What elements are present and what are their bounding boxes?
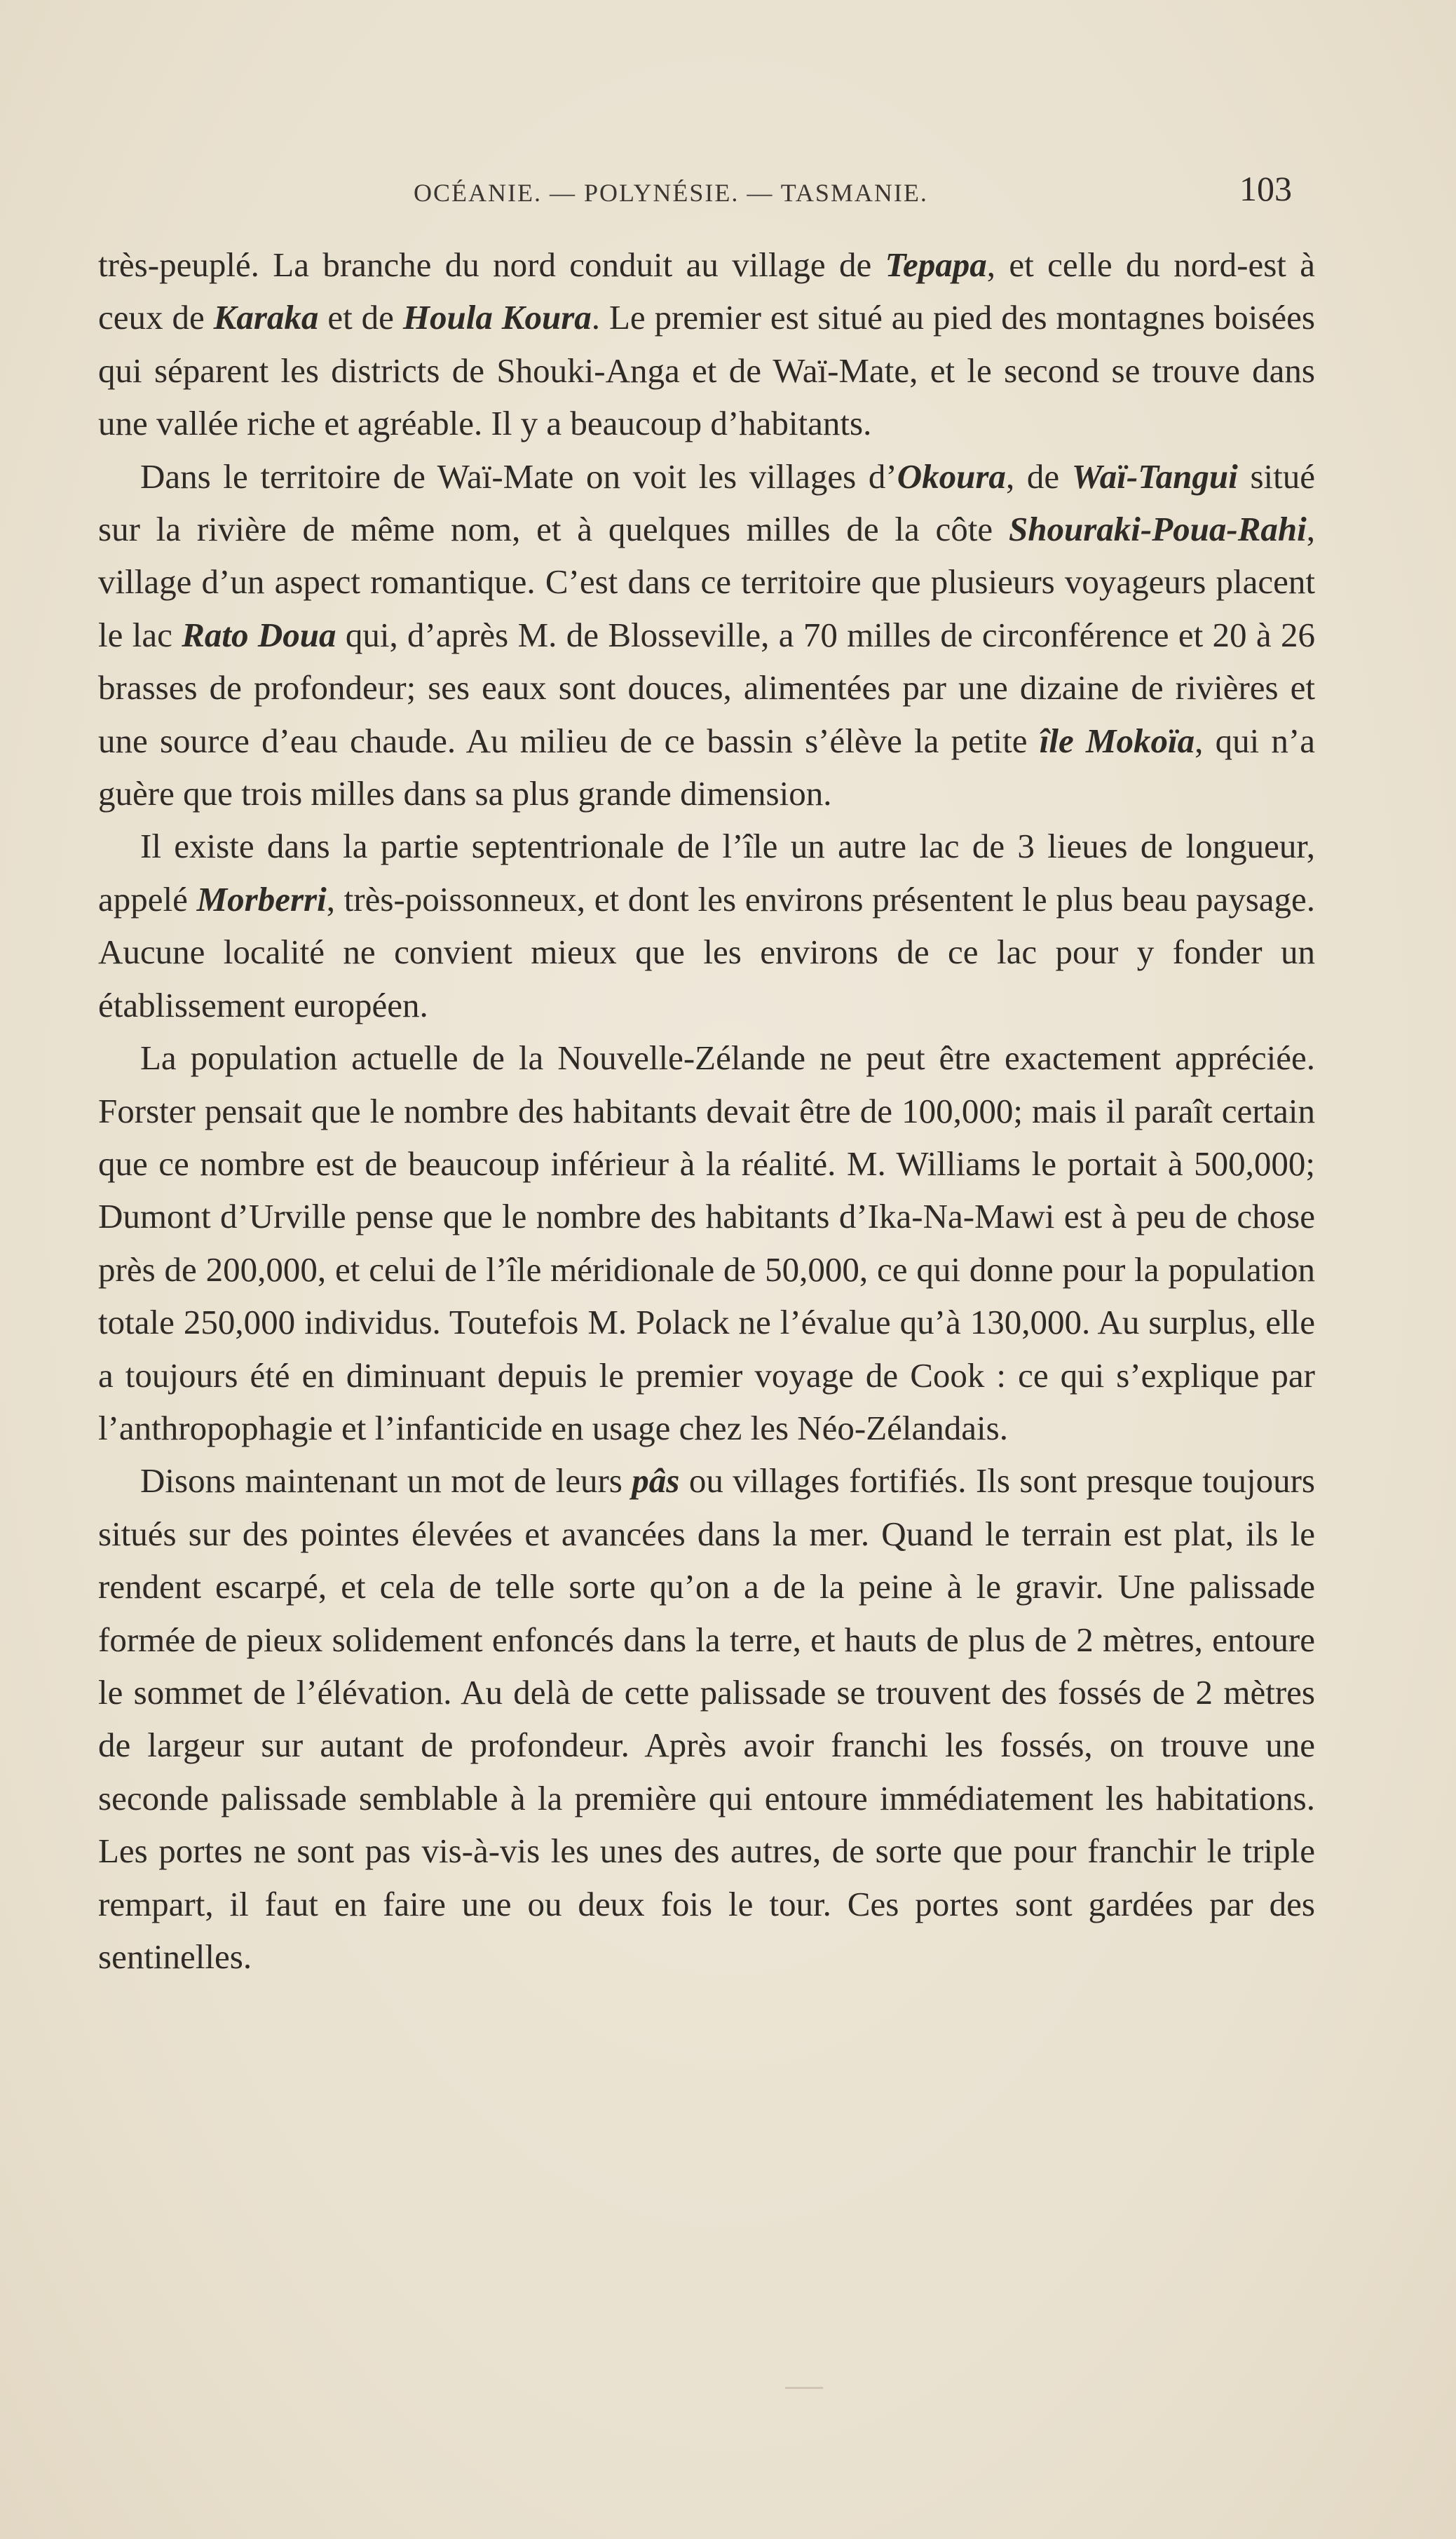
italic-place-name: Tepapa — [885, 245, 987, 284]
italic-place-name: Okoura — [897, 456, 1006, 496]
text-span: situé sur la rivière de même nom, et à quelques milles de la côte — [98, 456, 1316, 549]
italic-place-name: Rato Doua — [182, 615, 336, 654]
text-span: Dans le territoire de Waï-Mate on voit les villages d’ — [140, 456, 897, 496]
page-smudge — [785, 2387, 823, 2389]
text-body — [98, 238, 1315, 1983]
paragraph-4 — [98, 1031, 1315, 1454]
italic-place-name: Shouraki-Poua-Rahi — [1008, 510, 1307, 549]
italic-place-name: Karaka — [213, 298, 319, 337]
paragraph-2 — [98, 450, 1315, 820]
text-span: Disons maintenant un mot de leurs — [140, 1461, 632, 1501]
page-header — [0, 168, 1456, 224]
text-span: et de — [318, 298, 403, 337]
italic-term: pâs — [632, 1461, 680, 1501]
italic-place-name: Houla Koura — [402, 298, 592, 337]
text-span: La population actuelle de la Nouvelle-Zélande ne peut être exactement appréciée. Forster pensait que le nombre des habitants devait être de 100,000; mais il paraît certain que ce nombre est de beaucoup inférieur à la réalité. M. Williams le portait à 500,000; Dumont d’Urville pense que le nombre des habitants d’Ika-Na-Mawi est à peu de chose près de 200,000, et celui de l’île méridionale de 50,000, ce qui donne pour la population totale 250,000 individus. Toutefois M. Polack ne l’évalue qu’à 130,000. Au surplus, elle a toujours été en diminuant depuis le premier voyage de Cook : ce qui s’explique par l’anthropophagie et l’infanticide en usage chez les Néo-Zélandais. — [98, 1038, 1315, 1447]
paragraph-5 — [98, 1454, 1315, 1983]
paragraph-1 — [98, 238, 1315, 450]
text-span: très-peuplé. La branche du nord conduit au village de — [98, 245, 885, 284]
text-span: Il existe dans la partie septentrionale de l’île un autre lac de 3 lieues de longueur, appelé — [98, 827, 1315, 919]
italic-place-name: Morberri — [196, 879, 327, 919]
italic-place-name: île Mokoïa — [1039, 721, 1195, 760]
text-span: , village d’un aspect romantique. C’est dans ce territoire que plusieurs voyageurs placent le lac — [98, 510, 1315, 654]
text-span: , très-poissonneux, et dont les environs présentent le plus beau paysage. Aucune localité ne convient mieux que les environs de ce lac pour y fonder un établissement européen. — [98, 879, 1316, 1024]
page-number: 103 — [1239, 169, 1292, 208]
text-span: ou villages fortifiés. Ils sont presque toujours situés sur des pointes élevées et avancées dans la mer. Quand le terrain est plat, ils le rendent escarpé, et cela de telle sorte qu’on a de la peine à le gravir. Une palissade formée de pieux solidement enfoncés dans la terre, et hauts de plus de 2 mètres, entoure le sommet de l’élévation. Au delà de cette palissade se trouvent des fossés de 2 mètres de largeur sur autant de profondeur. Après avoir franchi les fossés, on trouve une seconde palissade semblable à la première qui entoure immédiatement les habitations. Les portes ne sont pas vis-à-vis les unes des autres, de sorte que pour franchir le triple rempart, il faut en faire une ou deux fois le tour. Ces portes sont gardées par des sentinelles. — [98, 1461, 1315, 1976]
running-head: OCÉANIE. — POLYNÉSIE. — TASMANIE. — [414, 179, 928, 207]
text-span: , de — [1005, 456, 1072, 496]
paragraph-3 — [98, 820, 1315, 1031]
text-span: , et celle du nord-est à ceux de — [98, 245, 1315, 337]
italic-place-name: Waï-Tangui — [1071, 456, 1238, 496]
text-span: . Le premier est situé au pied des montagnes boisées qui séparent les districts de Shouki-Anga et de Waï-Mate, et le second se trouve dans une vallée riche et agréable. Il y a beaucoup d’habitants. — [98, 298, 1315, 443]
text-span: , qui n’a guère que trois milles dans sa plus grande dimension. — [98, 721, 1315, 813]
text-span: qui, d’après M. de Blosseville, a 70 milles de circonférence et 20 à 26 brasses de profondeur; ses eaux sont douces, alimentées par une dizaine de rivières et une source d’eau chaude. Au milieu de ce bassin s’élève la petite — [98, 615, 1316, 760]
